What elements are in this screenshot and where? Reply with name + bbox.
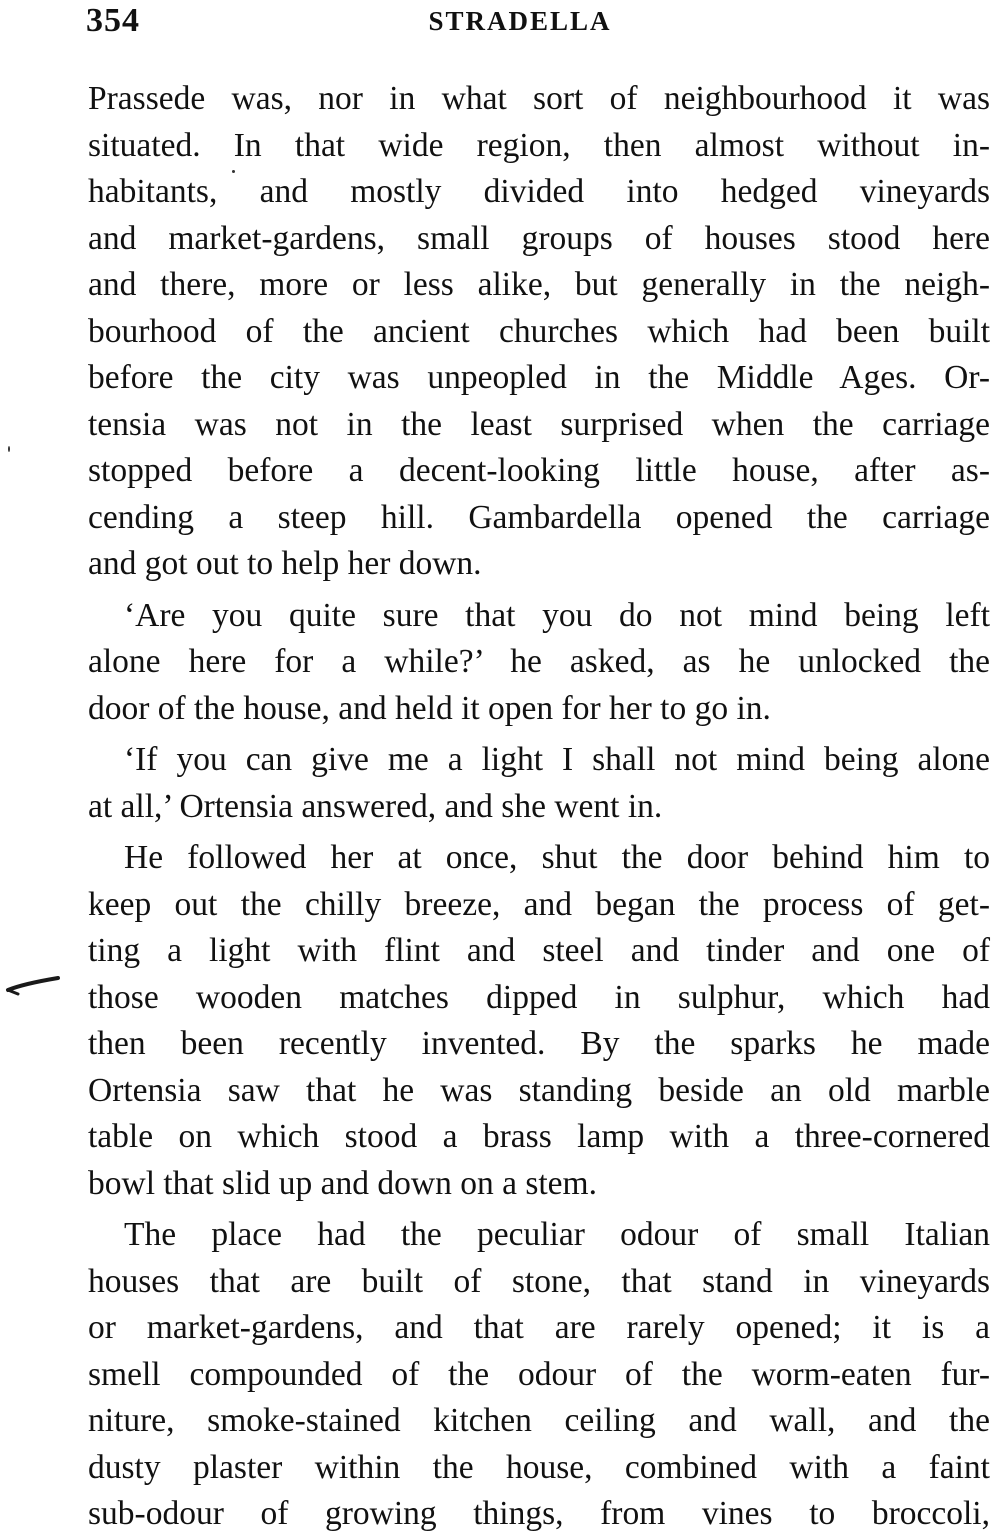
text-line: tensia was not in the least surprised when the carriage [88, 405, 990, 443]
text-line: ‘If you can give me a light I shall not mind being alone [124, 741, 990, 778]
text-line: sub-odour of growing things, from vines to broccoli, [88, 1495, 990, 1532]
running-title: STRADELLA [428, 6, 612, 36]
text-line: those wooden matches dipped in sulphur, which had [88, 978, 990, 1016]
text-line: and there, more or less alike, but generally in the neigh- [88, 266, 990, 303]
text-line: ting a light with flint and steel and tinder and one of [88, 932, 990, 969]
text-line: and market-gardens, small groups of houses stood here [88, 219, 990, 257]
text-line: at all,’ Ortensia answered, and she went in. [88, 787, 663, 825]
text-line: alone here for a while?’ he asked, as he unlocked the [88, 643, 990, 680]
text-line: table on which stood a brass lamp with a three-cornered [88, 1118, 990, 1155]
text-line: or market-gardens, and that are rarely opened; it is a [88, 1309, 990, 1346]
text-line: door of the house, and held it open for her to go in. [88, 689, 771, 727]
text-line: He followed her at once, shut the door behind him to [124, 839, 990, 876]
body-text [88, 76, 990, 1538]
text-line: dusty plaster within the house, combined with a faint [88, 1448, 990, 1486]
text-line: before the city was unpeopled in the Middle Ages. Or- [88, 359, 990, 396]
paragraph [88, 1212, 990, 1538]
text-line: and got out to help her down. [88, 545, 482, 582]
text-line: stopped before a decent-looking little house, after as- [88, 452, 990, 489]
text-line: cending a steep hill. Gambardella opened the carriage [88, 498, 990, 536]
text-line: houses that are built of stone, that stand in vineyards [88, 1262, 990, 1300]
text-line: bowl that slid up and down on a stem. [88, 1164, 597, 1202]
text-line: bourhood of the ancient churches which had been built [88, 312, 990, 350]
text-line: keep out the chilly breeze, and began the process of get- [88, 885, 990, 923]
text-line: then been recently invented. By the sparks he made [88, 1025, 990, 1062]
text-line: smell compounded of the odour of the worm-eaten fur- [88, 1355, 990, 1393]
page-number: 354 [86, 2, 140, 39]
paragraph [88, 593, 990, 733]
text-line: The place had the peculiar odour of small Italian [124, 1216, 990, 1253]
paragraph [88, 76, 990, 588]
text-line: Ortensia saw that he was standing beside an old marble [88, 1071, 990, 1109]
text-line: situated. In that wide region, then almost without in- [88, 126, 990, 164]
paragraph [88, 835, 990, 1207]
text-line: niture, smoke-stained kitchen ceiling and wall, and the [88, 1402, 990, 1439]
stray-dot [8, 446, 10, 452]
text-line: habitants, and mostly divided into hedged vineyards [88, 173, 990, 210]
text-line: Prassede was, nor in what sort of neighbourhood it was [88, 80, 990, 117]
paragraph [88, 737, 990, 830]
pencil-arrow-mark-icon [4, 970, 64, 1000]
text-line: ‘Are you quite sure that you do not mind being left [124, 596, 990, 634]
